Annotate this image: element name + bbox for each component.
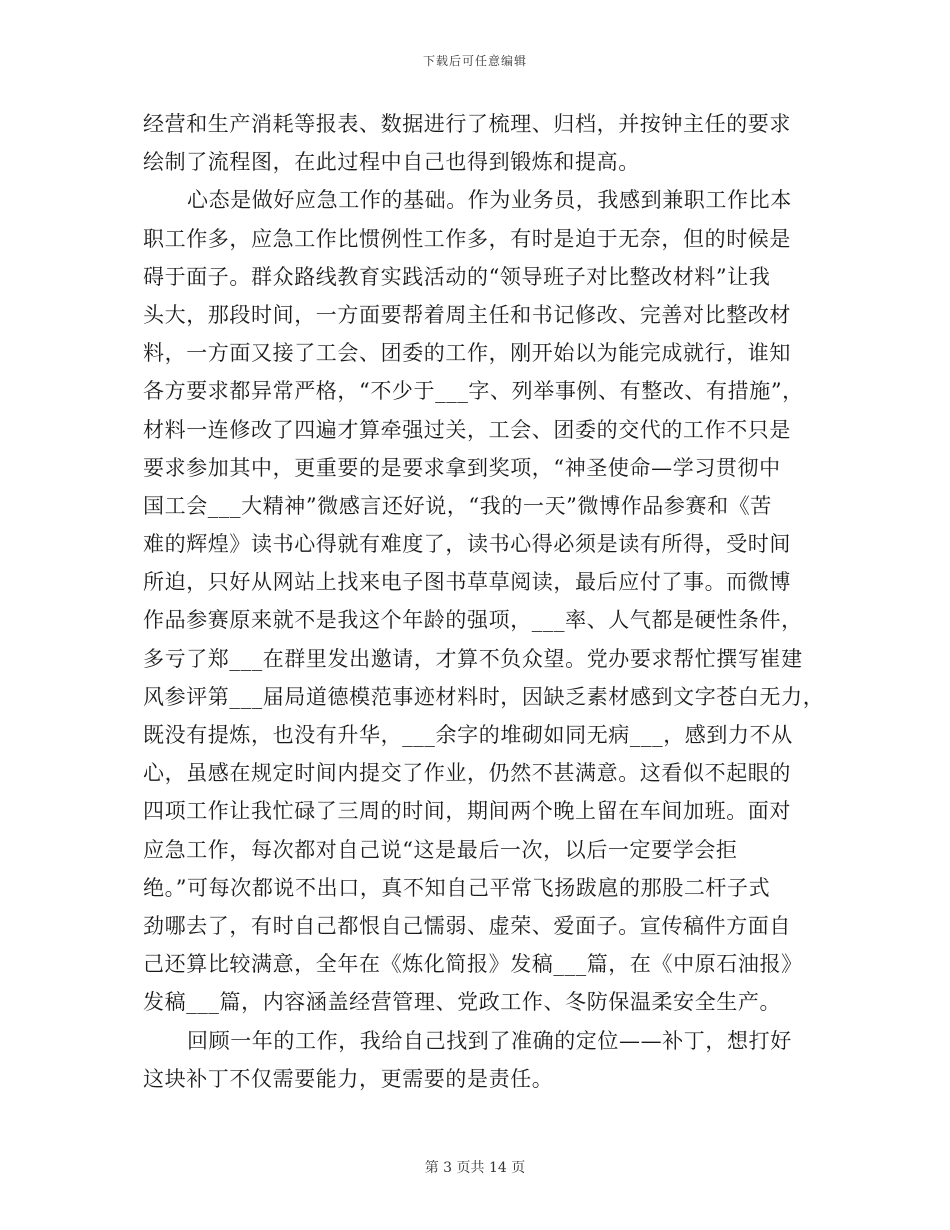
text-line: 心，虽感在规定时间内提交了作业，仍然不甚满意。这看似不起眼的	[143, 761, 791, 786]
text-line: 要求参加其中，更重要的是要求拿到奖项，“神圣使命—学习贯彻中	[143, 455, 781, 480]
text-line: 难的辉煌》读书心得就有难度了，读书心得必须是读有所得，受时间	[143, 532, 791, 557]
text-line: 国工会___大精神”微感言还好说，“我的一天”微博作品参赛和《苦	[143, 493, 772, 518]
text-line: 心态是做好应急工作的基础。作为业务员，我感到兼职工作比本	[187, 188, 792, 213]
text-line: 材料一连修改了四遍才算牵强过关，工会、团委的交代的工作不只是	[143, 417, 791, 442]
text-line: 所迫，只好从网站上找来电子图书草草阅读，最后应付了事。而微博	[143, 570, 791, 595]
text-line: 各方要求都异常严格，“不少于___字、列举事例、有整改、有措施”，	[143, 379, 804, 404]
page-header: 下载后可任意编辑	[422, 54, 527, 68]
text-line: 绝。”可每次都说不出口，真不知自己平常飞扬跋扈的那股二杆子式	[143, 875, 771, 900]
text-line: 四项工作让我忙碌了三周的时间，期间两个晚上留在车间加班。面对	[143, 799, 791, 824]
document-body	[143, 105, 825, 1098]
text-line: 多亏了郑___在群里发出邀请，才算不负众望。党办要求帮忙撰写崔建	[143, 646, 803, 671]
text-line: 这块补丁不仅需要能力，更需要的是责任。	[143, 1066, 554, 1091]
text-line: 碍于面子。群众路线教育实践活动的“领导班子对比整改材料”让我	[143, 264, 771, 289]
text-line: 应急工作，每次都对自己说“这是最后一次，以后一定要学会拒	[143, 837, 738, 862]
text-line: 料，一方面又接了工会、团委的工作，刚开始以为能完成就行，谁知	[143, 341, 791, 366]
text-line: 职工作多，应急工作比惯例性工作多，有时是迫于无奈，但的时候是	[143, 226, 791, 251]
text-line: 劲哪去了，有时自己都恨自己懦弱、虚荣、爱面子。宣传稿件方面自	[143, 913, 791, 938]
text-line: 绘制了流程图，在此过程中自己也得到锻炼和提高。	[143, 150, 640, 175]
text-line: 经营和生产消耗等报表、数据进行了梳理、归档，并按钟主任的要求	[143, 112, 791, 136]
page-footer: 第 3 页共 14 页	[424, 1160, 526, 1176]
text-line: 发稿___篇，内容涵盖经营管理、党政工作、冬防保温柔安全生产。	[143, 990, 782, 1015]
text-line: 头大，那段时间，一方面要帮着周主任和书记修改、完善对比整改材	[143, 302, 791, 327]
text-line: 既没有提炼，也没有升华，___余字的堆砌如同无病___，感到力不从	[143, 723, 793, 747]
text-line: 作品参赛原来就不是我这个年龄的强项，___率、人气都是硬性条件，	[143, 608, 803, 633]
text-line: 风参评第___届局道德模范事迹材料时，因缺乏素材感到文字苍白无力，	[143, 684, 825, 709]
text-line: 己还算比较满意，全年在《炼化简报》发稿___篇，在《中原石油报》	[143, 952, 803, 977]
text-line: 回顾一年的工作，我给自己找到了准确的定位——补丁，想打好	[187, 1028, 792, 1053]
